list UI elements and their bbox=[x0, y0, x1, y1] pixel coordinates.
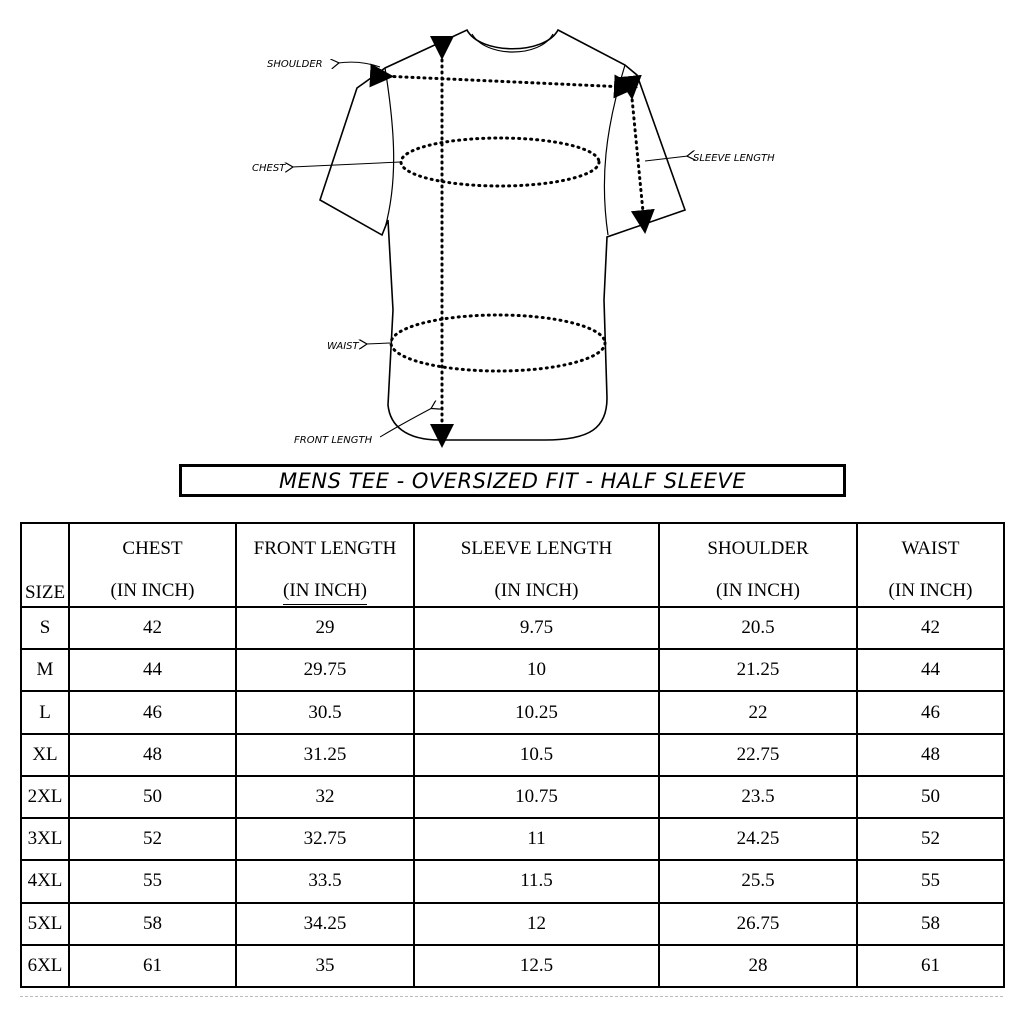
shoulder-label: SHOULDER bbox=[267, 59, 323, 70]
chest-cell: 50 bbox=[69, 776, 236, 818]
front-length-cell: 30.5 bbox=[236, 691, 414, 733]
shoulder-pointer bbox=[338, 62, 380, 67]
front-length-cell: 34.25 bbox=[236, 903, 414, 945]
front-length-cell: 29.75 bbox=[236, 649, 414, 691]
sleeve-length-cell: 11 bbox=[414, 818, 659, 860]
front-length-header-cell bbox=[236, 523, 414, 607]
chest-cell: 61 bbox=[69, 945, 236, 987]
sleeve-length-cell: 10.5 bbox=[414, 734, 659, 776]
chart-title-box bbox=[179, 464, 846, 497]
tshirt-measurement-diagram bbox=[0, 0, 1024, 460]
shoulder-cell: 26.75 bbox=[659, 903, 857, 945]
waist-label: WAIST bbox=[327, 341, 359, 352]
size-cell: M bbox=[21, 649, 69, 691]
table-row bbox=[21, 818, 1004, 860]
table-row bbox=[21, 903, 1004, 945]
size-cell: XL bbox=[21, 734, 69, 776]
table-row bbox=[21, 945, 1004, 987]
size-chart-table bbox=[20, 522, 1005, 988]
chest-pointer bbox=[292, 162, 400, 167]
chest-header-cell bbox=[69, 523, 236, 607]
column-header-name: FRONT LENGTH bbox=[253, 538, 397, 559]
tshirt-left-armhole bbox=[385, 68, 394, 228]
chart-title: MENS TEE - OVERSIZED FIT - HALF SLEEVE bbox=[278, 468, 746, 493]
sleeve-length-cell: 12 bbox=[414, 903, 659, 945]
size-header-cell bbox=[21, 523, 69, 607]
front-length-cell: 29 bbox=[236, 607, 414, 649]
chest-measure-ellipse bbox=[401, 138, 599, 186]
front-length-label: FRONT LENGTH bbox=[294, 435, 373, 446]
waist-cell: 42 bbox=[857, 607, 1004, 649]
chest-cell: 58 bbox=[69, 903, 236, 945]
sleeve-length-cell: 10.75 bbox=[414, 776, 659, 818]
shoulder-cell: 21.25 bbox=[659, 649, 857, 691]
table-row bbox=[21, 776, 1004, 818]
sleeve-length-cell: 10.25 bbox=[414, 691, 659, 733]
size-cell: 5XL bbox=[21, 903, 69, 945]
chest-cell: 42 bbox=[69, 607, 236, 649]
sleeve-length-cell: 12.5 bbox=[414, 945, 659, 987]
column-header-name: SLEEVE LENGTH bbox=[460, 538, 613, 559]
table-row bbox=[21, 860, 1004, 902]
size-header: SIZE bbox=[24, 582, 66, 603]
shoulder-cell: 28 bbox=[659, 945, 857, 987]
column-header-unit: (IN INCH) bbox=[716, 580, 800, 601]
waist-cell: 48 bbox=[857, 734, 1004, 776]
column-header-name: WAIST bbox=[901, 538, 960, 559]
sleeve-length-cell: 10 bbox=[414, 649, 659, 691]
shoulder-header-cell bbox=[659, 523, 857, 607]
size-cell: L bbox=[21, 691, 69, 733]
shoulder-cell: 25.5 bbox=[659, 860, 857, 902]
front-length-cell: 32.75 bbox=[236, 818, 414, 860]
waist-pointer bbox=[366, 343, 390, 344]
sleeve-length-cell: 11.5 bbox=[414, 860, 659, 902]
waist-measure-ellipse bbox=[391, 315, 605, 371]
sleeve-length-header-cell bbox=[414, 523, 659, 607]
sleeve-measure-line bbox=[631, 88, 644, 222]
column-header-unit: (IN INCH) bbox=[110, 580, 195, 601]
waist-cell: 50 bbox=[857, 776, 1004, 818]
front-length-cell: 33.5 bbox=[236, 860, 414, 902]
front-length-cell: 32 bbox=[236, 776, 414, 818]
column-header-unit: (IN INCH) bbox=[494, 580, 579, 601]
column-header-name: SHOULDER bbox=[707, 538, 809, 559]
chest-cell: 48 bbox=[69, 734, 236, 776]
shoulder-cell: 22.75 bbox=[659, 734, 857, 776]
table-row bbox=[21, 649, 1004, 691]
shoulder-cell: 22 bbox=[659, 691, 857, 733]
waist-cell: 44 bbox=[857, 649, 1004, 691]
size-cell: 4XL bbox=[21, 860, 69, 902]
column-header-name: CHEST bbox=[122, 538, 183, 559]
waist-cell: 52 bbox=[857, 818, 1004, 860]
chest-label: CHEST bbox=[252, 163, 286, 174]
table-header-row bbox=[21, 523, 1004, 607]
waist-cell: 58 bbox=[857, 903, 1004, 945]
size-cell: 6XL bbox=[21, 945, 69, 987]
chest-cell: 52 bbox=[69, 818, 236, 860]
front-length-cell: 31.25 bbox=[236, 734, 414, 776]
tshirt-right-armhole bbox=[604, 65, 625, 235]
size-cell: S bbox=[21, 607, 69, 649]
sleeve-length-cell: 9.75 bbox=[414, 607, 659, 649]
waist-cell: 61 bbox=[857, 945, 1004, 987]
size-cell: 3XL bbox=[21, 818, 69, 860]
front-length-cell: 35 bbox=[236, 945, 414, 987]
waist-header-cell bbox=[857, 523, 1004, 607]
tshirt-outline bbox=[320, 30, 685, 440]
waist-cell: 46 bbox=[857, 691, 1004, 733]
table-row bbox=[21, 734, 1004, 776]
chest-cell: 46 bbox=[69, 691, 236, 733]
sleeve-length-label: SLEEVE LENGTH bbox=[693, 153, 775, 164]
chest-cell: 55 bbox=[69, 860, 236, 902]
shoulder-cell: 20.5 bbox=[659, 607, 857, 649]
shoulder-cell: 23.5 bbox=[659, 776, 857, 818]
table-row bbox=[21, 607, 1004, 649]
waist-cell: 55 bbox=[857, 860, 1004, 902]
page-bottom-rule bbox=[20, 996, 1003, 997]
table-row bbox=[21, 691, 1004, 733]
size-cell: 2XL bbox=[21, 776, 69, 818]
chest-cell: 44 bbox=[69, 649, 236, 691]
column-header-unit: (IN INCH) bbox=[283, 580, 367, 605]
column-header-unit: (IN INCH) bbox=[888, 580, 973, 601]
shoulder-cell: 24.25 bbox=[659, 818, 857, 860]
shoulder-measure-line bbox=[382, 76, 626, 87]
